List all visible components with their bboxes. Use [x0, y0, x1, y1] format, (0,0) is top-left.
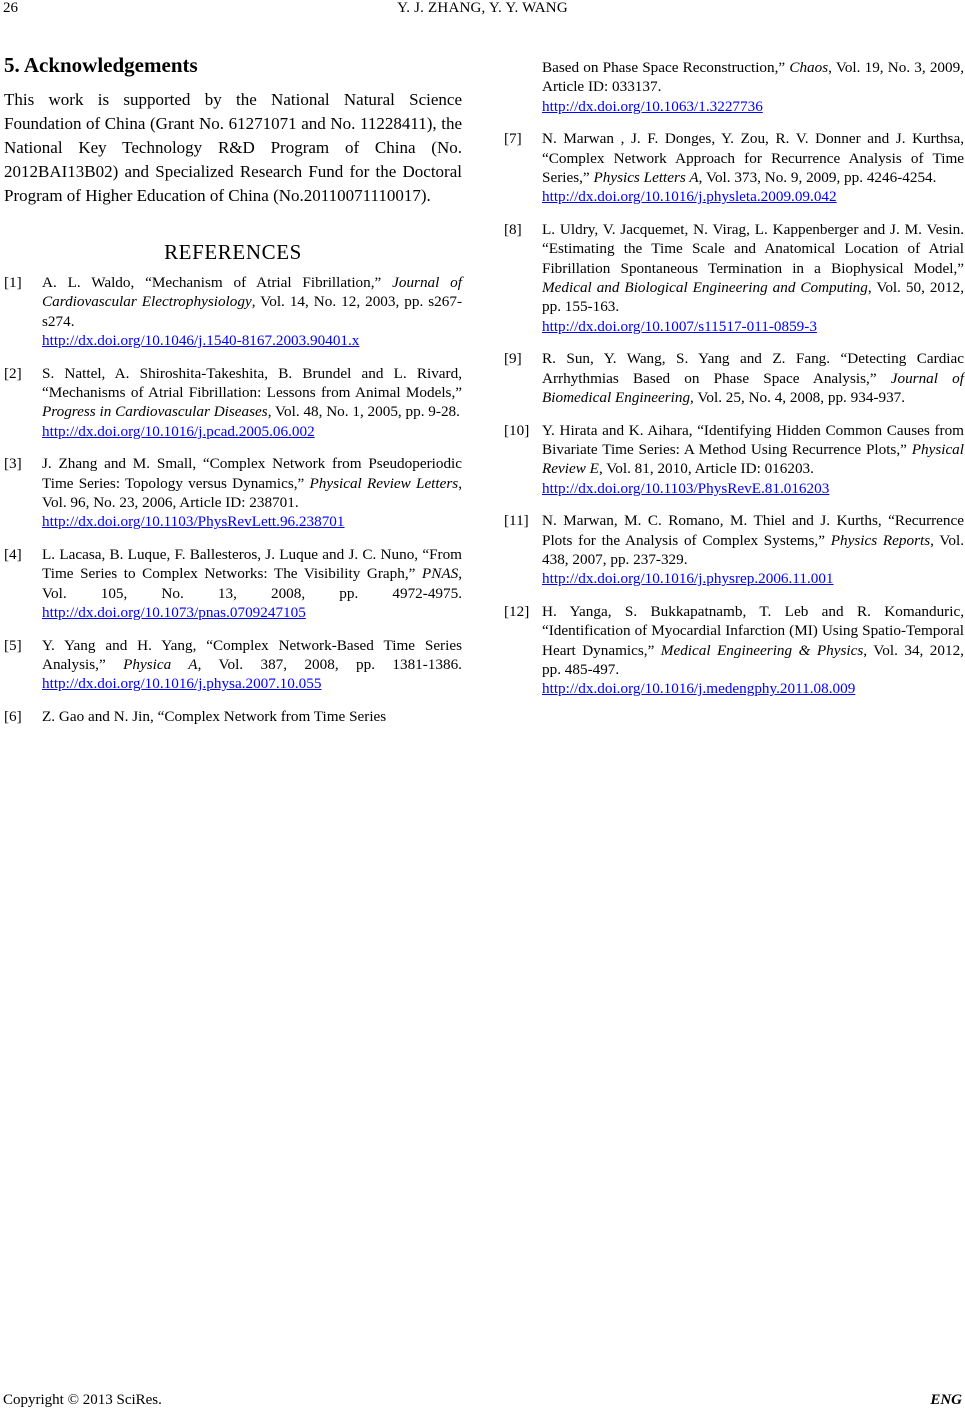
reference-journal: Physical Review Letters — [309, 474, 459, 492]
reference-journal: Journal of Biomedical Engineering — [542, 369, 964, 407]
reference-text: L. Lacasa, B. Luque, F. Ballesteros, J. Luque and J. C. Nuno, “From Time Series to Complex Networks: The Visibility Graph,” — [42, 545, 462, 583]
reference-number: [1] — [4, 274, 22, 291]
reference-text: J. Zhang and M. Small, “Complex Network from Pseudoperiodic Time Series: Topology versus Dynamics,” — [42, 455, 462, 492]
reference-details: , Vol. 105, No. 13, 2008, pp. 4972-4975. — [42, 565, 462, 602]
reference-text: N. Marwan, M. C. Romano, M. Thiel and J. Kurths, “Recurrence Plots for the Analysis of Complex Systems,” — [542, 512, 964, 549]
reference-number: [10] — [504, 421, 530, 439]
reference-journal: Chaos — [789, 59, 829, 76]
reference-list-right — [504, 129, 964, 699]
reference-details: , Vol. 48, No. 1, 2005, pp. 9-28. — [267, 403, 460, 421]
acknowledgements-title: 5. Acknowledgements — [4, 53, 198, 77]
reference-item — [4, 454, 462, 532]
reference-journal: Progress in Cardiovascular Diseases — [42, 403, 268, 421]
reference-details: , Vol. 81, 2010, Article ID: 016203. — [598, 460, 814, 478]
acknowledgements-text: This work is supported by the National Natural Science Foundation of China (Grant No. 61271071 and No. 11228411), the National Key Technology R&D Program of China (No. 2012BAI13B02) and Specialized Research Fund for the Doctoral Program of Higher Education of China (No.20110071110017). — [4, 90, 462, 205]
reference-journal: Physics Reports — [830, 531, 931, 549]
reference-text: Based on Phase Space Reconstruction,” — [542, 59, 790, 76]
reference-doi-link[interactable]: http://dx.doi.org/10.1103/PhysRevE.81.016203 — [542, 479, 830, 497]
reference-details: , Vol. 438, 2007, pp. 237-329. — [542, 531, 964, 568]
reference-body — [42, 545, 462, 623]
reference-item — [4, 273, 462, 351]
right-column — [504, 58, 964, 712]
reference-number: [3] — [4, 455, 22, 473]
reference-details: , Vol. 19, No. 3, 2009, Article ID: 033137. — [542, 59, 964, 96]
reference-journal: PNAS — [421, 565, 459, 583]
reference-doi-link[interactable]: http://dx.doi.org/10.1046/j.1540-8167.2003.90401.x — [42, 332, 360, 350]
reference-list-left — [4, 273, 462, 726]
reference-number: [4] — [4, 545, 22, 563]
reference-journal: Journal of Cardiovascular Electrophysiology — [42, 274, 462, 311]
reference-item — [4, 545, 462, 623]
reference-item — [4, 364, 462, 442]
reference-details: , Vol. 96, No. 23, 2006, Article ID: 238701. — [42, 474, 462, 512]
running-title: Y. J. ZHANG, Y. Y. WANG — [397, 0, 568, 16]
reference-6-continuation — [542, 58, 964, 116]
reference-details: , Vol. 50, 2012, pp. 155-163. — [542, 279, 964, 316]
reference-text: A. L. Waldo, “Mechanism of Atrial Fibrillation,” — [42, 274, 393, 291]
reference-body — [42, 636, 462, 694]
reference-body — [542, 421, 964, 499]
reference-text: L. Uldry, V. Jacquemet, N. Virag, L. Kappenberger and J. M. Vesin. “Estimating the Time Scale and Anatomical Location of Atrial Fibrillation Spontaneous Termination in a Biophysical Model,” — [542, 220, 964, 277]
reference-text: H. Yanga, S. Bukkapatnamb, T. Leb and R. Komanduric, “Identification of Myocardial Infarction (MI) Using Spatio-Temporal Heart Dynamics,” — [542, 602, 964, 659]
left-column — [4, 52, 462, 739]
reference-item — [504, 129, 964, 207]
reference-number: [9] — [504, 350, 522, 368]
reference-doi-link[interactable]: http://dx.doi.org/10.1007/s11517-011-0859-3 — [542, 317, 817, 335]
reference-item — [504, 511, 964, 589]
reference-text: R. Sun, Y. Wang, S. Yang and Z. Fang. “Detecting Cardiac Arrhythmias Based on Phase Space Analysis,” — [542, 350, 964, 387]
reference-details: , Vol. 14, No. 12, 2003, pp. s267-s274. — [42, 293, 462, 330]
reference-journal: Medical and Biological Engineering and Computing — [542, 279, 868, 297]
reference-number: [11] — [504, 512, 529, 530]
footer-journal-abbrev: ENG — [930, 1392, 962, 1408]
reference-item — [504, 421, 964, 499]
footer-copyright: Copyright © 2013 SciRes. — [3, 1392, 162, 1408]
reference-body — [42, 707, 462, 726]
reference-text: N. Marwan , J. F. Donges, Y. Zou, R. V. Donner and J. Kurthsa, “Complex Network Approach for Recurrence Analysis of Time Series,” — [542, 130, 964, 187]
reference-journal: Physica A — [123, 655, 198, 673]
reference-doi-link[interactable]: http://dx.doi.org/10.1063/1.3227736 — [542, 97, 763, 115]
reference-item — [504, 220, 964, 336]
reference-details: , Vol. 373, No. 9, 2009, pp. 4246-4254. — [698, 169, 937, 187]
reference-details: , Vol. 34, 2012, pp. 485-497. — [542, 641, 964, 678]
reference-doi-link[interactable]: http://dx.doi.org/10.1016/j.physa.2007.10.055 — [42, 675, 322, 693]
reference-body — [542, 349, 964, 407]
reference-body — [542, 220, 964, 336]
reference-number: [7] — [504, 130, 522, 148]
reference-journal: Medical Engineering & Physics — [660, 641, 864, 659]
reference-number: [2] — [4, 364, 22, 382]
reference-number: [6] — [4, 707, 22, 725]
reference-journal: Physics Letters A — [593, 169, 699, 187]
reference-number: [8] — [504, 220, 522, 238]
reference-text: Y. Yang and H. Yang, “Complex Network-Based Time Series Analysis,” — [42, 636, 462, 673]
reference-doi-link[interactable]: http://dx.doi.org/10.1016/j.pcad.2005.06.002 — [42, 422, 315, 440]
reference-body — [42, 273, 462, 351]
reference-body — [542, 602, 964, 699]
reference-number: [12] — [504, 602, 530, 620]
reference-text: S. Nattel, A. Shiroshita-Takeshita, B. Brundel and L. Rivard, “Mechanisms of Atrial Fibrillation: Lessons from Animal Models,” — [42, 364, 462, 402]
reference-item — [4, 707, 462, 726]
reference-doi-link[interactable]: http://dx.doi.org/10.1016/j.physrep.2006.11.001 — [542, 570, 834, 588]
reference-details: , Vol. 25, No. 4, 2008, pp. 934-937. — [690, 389, 906, 407]
reference-item — [504, 602, 964, 699]
references-heading: REFERENCES — [164, 240, 302, 264]
reference-item — [4, 636, 462, 694]
reference-text: Y. Hirata and K. Aihara, “Identifying Hidden Common Causes from Bivariate Time Series: A Method Using Recurrence Plots,” — [542, 421, 964, 458]
reference-body — [42, 364, 462, 442]
reference-journal: Physical Review E — [542, 440, 964, 478]
reference-body — [542, 511, 964, 589]
page-number: 26 — [3, 0, 18, 16]
reference-details: , Vol. 387, 2008, pp. 1381-1386. — [197, 655, 462, 673]
reference-doi-link[interactable]: http://dx.doi.org/10.1103/PhysRevLett.96.238701 — [42, 513, 345, 531]
reference-item — [504, 349, 964, 407]
reference-body — [542, 129, 964, 207]
reference-body — [42, 454, 462, 532]
reference-doi-link[interactable]: http://dx.doi.org/10.1016/j.medengphy.2011.08.009 — [542, 680, 856, 698]
reference-doi-link[interactable]: http://dx.doi.org/10.1016/j.physleta.2009.09.042 — [542, 188, 837, 206]
reference-number: [5] — [4, 636, 22, 654]
reference-doi-link[interactable]: http://dx.doi.org/10.1073/pnas.0709247105 — [42, 604, 306, 622]
reference-text: Z. Gao and N. Jin, “Complex Network from Time Series — [42, 707, 387, 725]
